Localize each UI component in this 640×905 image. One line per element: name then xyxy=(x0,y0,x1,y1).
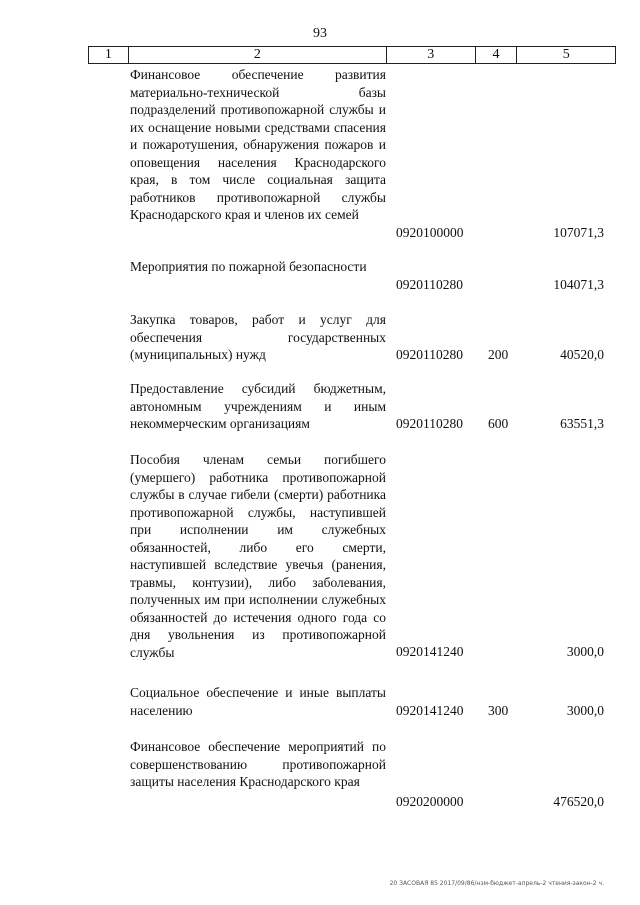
table-row xyxy=(0,66,640,246)
header-col-1: 1 xyxy=(89,47,129,63)
row-name: Социальное обеспечение и иные выплаты населению xyxy=(130,685,386,718)
row-amount: 3000,0 xyxy=(566,644,604,659)
table-row xyxy=(0,380,640,436)
row-code: 0920141240 xyxy=(396,703,464,718)
row-name: Закупка товаров, работ и услуг для обеспечения государственных (муниципальных) нужд xyxy=(130,312,386,362)
row-vr: 200 xyxy=(488,347,509,362)
row-name: Пособия членам семьи погибшего (умершего) работника противопожарной службы в случае гибели (смерти) работника противопожарной службы, наступившей при исполнении им служебных обязанностей, либо его смерти, наступившей вследствие увечья (ранения, травмы, контузии), либо заболевания, полученных им при исполнении служебных обязанностей до истечения одного года со дня увольнения из противопожарной службы xyxy=(130,452,386,660)
table-row xyxy=(0,684,640,724)
row-code: 0920110280 xyxy=(396,277,463,292)
row-vr: 300 xyxy=(488,703,509,718)
row-name: Мероприятия по пожарной безопасности xyxy=(130,259,367,274)
table-row xyxy=(0,451,640,666)
row-name: Предоставление субсидий бюджетным, автономным учреждениям и иным некоммерческим организациям xyxy=(130,381,386,431)
table-row xyxy=(0,258,640,298)
row-code: 0920110280 xyxy=(396,347,463,362)
header-col-5: 5 xyxy=(562,47,570,62)
table-header xyxy=(88,46,616,64)
footer-note: 20 ЗАСОВАЯ 85 2017/09/86/нзм-бюджет-апрель-2 чтения-закон-2 ч. xyxy=(389,880,604,887)
page-number: 93 xyxy=(313,26,327,41)
header-col-4: 4 xyxy=(476,47,518,63)
header-col-3: 3 xyxy=(387,47,476,63)
row-amount: 104071,3 xyxy=(553,277,604,292)
row-code: 0920100000 xyxy=(396,225,464,240)
header-col-2: 2 xyxy=(129,47,387,63)
row-amount: 40520,0 xyxy=(560,347,604,362)
table-row xyxy=(0,311,640,367)
row-code: 0920141240 xyxy=(396,644,464,659)
table-row xyxy=(0,738,640,813)
row-code: 0920200000 xyxy=(396,794,464,809)
row-amount: 476520,0 xyxy=(553,794,604,809)
row-amount: 3000,0 xyxy=(566,703,604,718)
row-name: Финансовое обеспечение развития материально-технической базы подразделений противопожарной службы и их оснащение новыми средствами спасения и пожаротушения, обнаружения пожаров и оповещения населения Краснодарского края, в том числе социальная защита работников противопожарной службы Краснодарского края и членов их семей xyxy=(130,67,386,222)
row-name: Финансовое обеспечение мероприятий по совершенствованию противопожарной защиты населения Краснодарского края xyxy=(130,739,386,789)
row-code: 0920110280 xyxy=(396,416,463,431)
row-amount: 107071,3 xyxy=(553,225,604,240)
row-vr: 600 xyxy=(488,416,509,431)
row-amount: 63551,3 xyxy=(560,416,604,431)
